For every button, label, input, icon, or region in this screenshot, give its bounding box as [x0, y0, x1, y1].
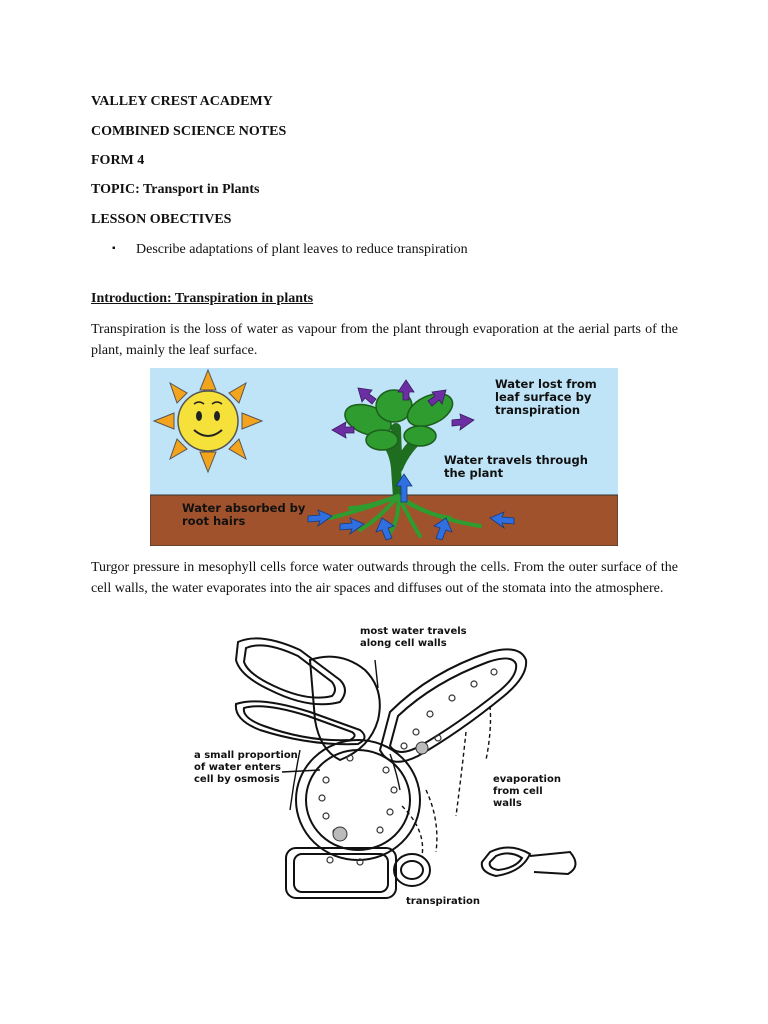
- bullet-square-icon: ▪: [112, 243, 116, 254]
- label-water-absorbed-2: root hairs: [182, 514, 246, 528]
- label-osmosis-3: cell by osmosis: [194, 774, 280, 785]
- objectives-heading: LESSON OBECTIVES: [91, 212, 232, 227]
- label-water-absorbed-1: Water absorbed by: [182, 501, 306, 515]
- school-name: VALLEY CREST ACADEMY: [91, 94, 273, 109]
- objective-item: Describe adaptations of plant leaves to reduce transpiration: [136, 242, 468, 257]
- label-evaporation-2: from cell: [493, 786, 543, 797]
- label-water-lost-2: leaf surface by: [495, 390, 592, 404]
- mesophyll-cells-diagram: [190, 620, 585, 915]
- nucleus: [416, 742, 428, 754]
- topic-label: TOPIC:: [91, 182, 140, 197]
- label-osmosis-1: a small proportion: [194, 750, 298, 761]
- cell-walls: [236, 638, 576, 898]
- label-osmosis-2: of water enters: [194, 762, 282, 773]
- label-cell-walls-1: most water travels: [360, 626, 467, 637]
- nucleus: [333, 827, 347, 841]
- label-transpiration: transpiration: [406, 896, 480, 907]
- notes-title: COMBINED SCIENCE NOTES: [91, 124, 287, 139]
- label-water-travels-2: the plant: [444, 466, 504, 480]
- topic-line: [91, 182, 259, 198]
- topic-value: Transport in Plants: [143, 182, 260, 197]
- label-water-travels-1: Water travels through: [444, 453, 588, 467]
- form-level: FORM 4: [91, 153, 145, 168]
- label-evaporation-3: walls: [493, 798, 522, 809]
- turgor-paragraph: Turgor pressure in mesophyll cells force water outwards through the cells. From the outer surface of the cell walls, the water evaporates into the air spaces and diffuses out of the stomata into the atmosphere.: [91, 560, 678, 596]
- label-water-lost-1: Water lost from: [495, 377, 597, 391]
- label-water-lost-3: transpiration: [495, 403, 581, 417]
- transpiration-diagram: [150, 368, 618, 546]
- label-evaporation-1: evaporation: [493, 774, 561, 785]
- intro-paragraph: Transpiration is the loss of water as vapour from the plant through evaporation at the aerial parts of the plant, mainly the leaf surface.: [91, 322, 678, 358]
- intro-heading: Introduction: Transpiration in plants: [91, 291, 314, 306]
- label-cell-walls-2: along cell walls: [360, 638, 447, 649]
